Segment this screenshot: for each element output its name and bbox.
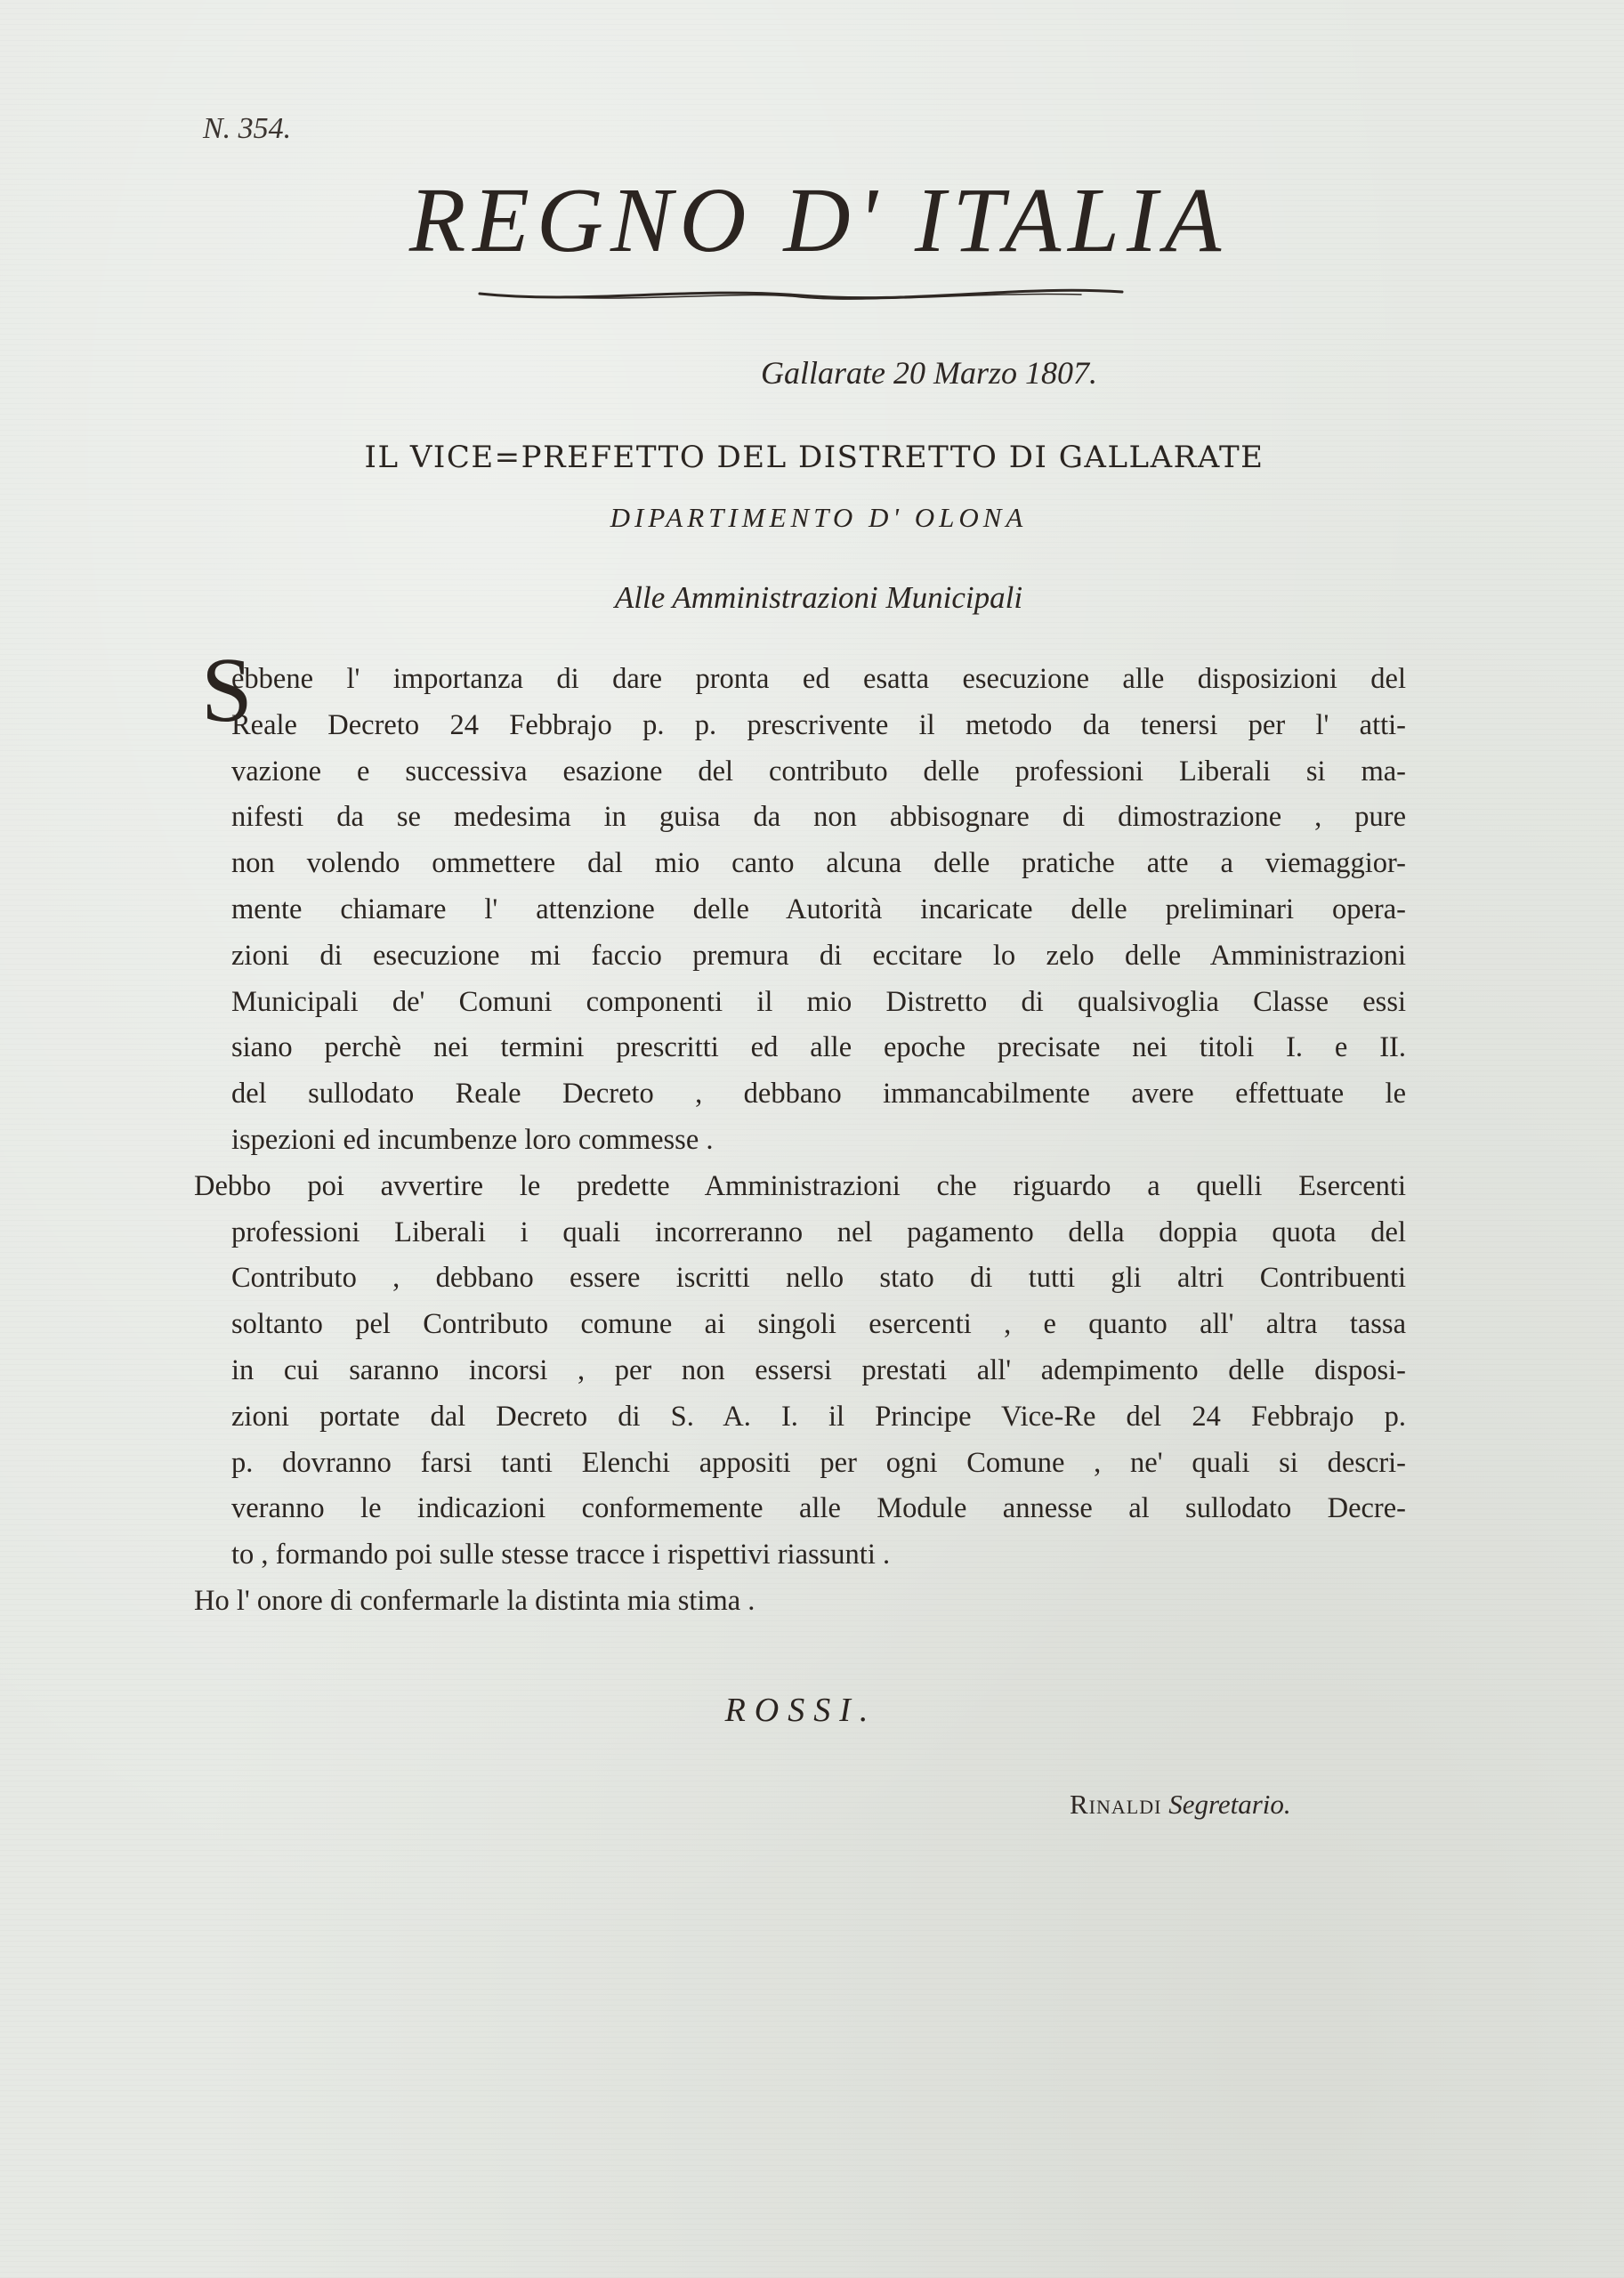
body-line: to , formando poi sulle stesse tracce i rispettivi riassunti .	[231, 1539, 891, 1571]
body-line: ispezioni ed incumbenze loro commesse .	[231, 1123, 714, 1156]
body-line: veranno le indicazioni conformemente alle Module annesse al sullodato Decre-	[231, 1492, 1406, 1525]
body-line: del sullodato Reale Decreto , debbano immancabilmente avere effettuate le	[231, 1078, 1406, 1111]
signature: ROSSI.	[724, 1692, 877, 1729]
body-line: soltanto pel Contributo comune ai singoli esercenti , e quanto all' altra tassa	[231, 1308, 1406, 1341]
body-line: siano perchè nei termini prescritti ed alle epoche precisate nei titoli I. e II.	[231, 1031, 1406, 1064]
dateline: Gallarate 20 Marzo 1807.	[761, 355, 1097, 391]
body-line: nifesti da se medesima in guisa da non abbisognare di dimostrazione , pure	[231, 801, 1406, 834]
body-line: mente chiamare l' attenzione delle Autorità incaricate delle preliminari opera-	[231, 893, 1406, 925]
secretary-line	[1070, 1789, 1291, 1821]
drop-cap: S	[201, 639, 253, 741]
body-line: non volendo ommettere dal mio canto alcuna delle pratiche atte a viemaggior-	[231, 847, 1406, 880]
paragraph-2	[194, 1164, 1406, 1579]
body-line: ebbene l' importanza di dare pronta ed esatta esecuzione alle disposizioni del	[231, 663, 1406, 695]
department-heading: DIPARTIMENTO D' OLONA	[610, 502, 1028, 533]
document-title: REGNO D' ITALIA	[408, 169, 1229, 271]
body-line: zioni portate dal Decreto di S. A. I. il Principe Vice-Re del 24 Febbrajo p.	[231, 1400, 1406, 1433]
document-number: N. 354.	[203, 112, 292, 145]
body-line: Reale Decreto 24 Febbrajo p. p. prescrivente il metodo da tenersi per l' atti-	[231, 708, 1406, 741]
body-line: Contributo , debbano essere iscritti nello stato di tutti gli altri Contribuenti	[231, 1262, 1406, 1295]
title-flourish	[476, 278, 1126, 310]
paragraph-1	[194, 639, 1406, 1164]
body-line: Debbo poi avvertire le predette Amministrazioni che riguardo a quelli Esercenti	[194, 1169, 1406, 1202]
body-line: professioni Liberali i quali incorreranno nel pagamento della doppia quota del	[231, 1216, 1406, 1248]
body-line: vazione e successiva esazione del contributo delle professioni Liberali si ma-	[231, 755, 1406, 788]
secretary-title: Segretario.	[1168, 1789, 1291, 1820]
addressee: Alle Amministrazioni Municipali	[614, 580, 1023, 615]
secretary-name: Rinaldi	[1070, 1789, 1162, 1820]
body-line: Municipali de' Comuni componenti il mio Distretto di qualsivoglia Classe essi	[231, 985, 1406, 1018]
document-body	[194, 639, 1406, 1625]
body-line: p. dovranno farsi tanti Elenchi appositi per ogni Comune , ne' quali si descri-	[231, 1446, 1406, 1479]
office-heading: IL VICE=PREFETTO DEL DISTRETTO DI GALLARATE	[364, 440, 1264, 475]
paragraph-3	[194, 1579, 1406, 1625]
body-line: zioni di esecuzione mi faccio premura di eccitare lo zelo delle Amministrazioni	[231, 939, 1406, 972]
body-line: Ho l' onore di confermarle la distinta mia stima .	[194, 1584, 755, 1617]
body-line: in cui saranno incorsi , per non essersi prestati all' adempimento delle disposi-	[231, 1353, 1406, 1386]
